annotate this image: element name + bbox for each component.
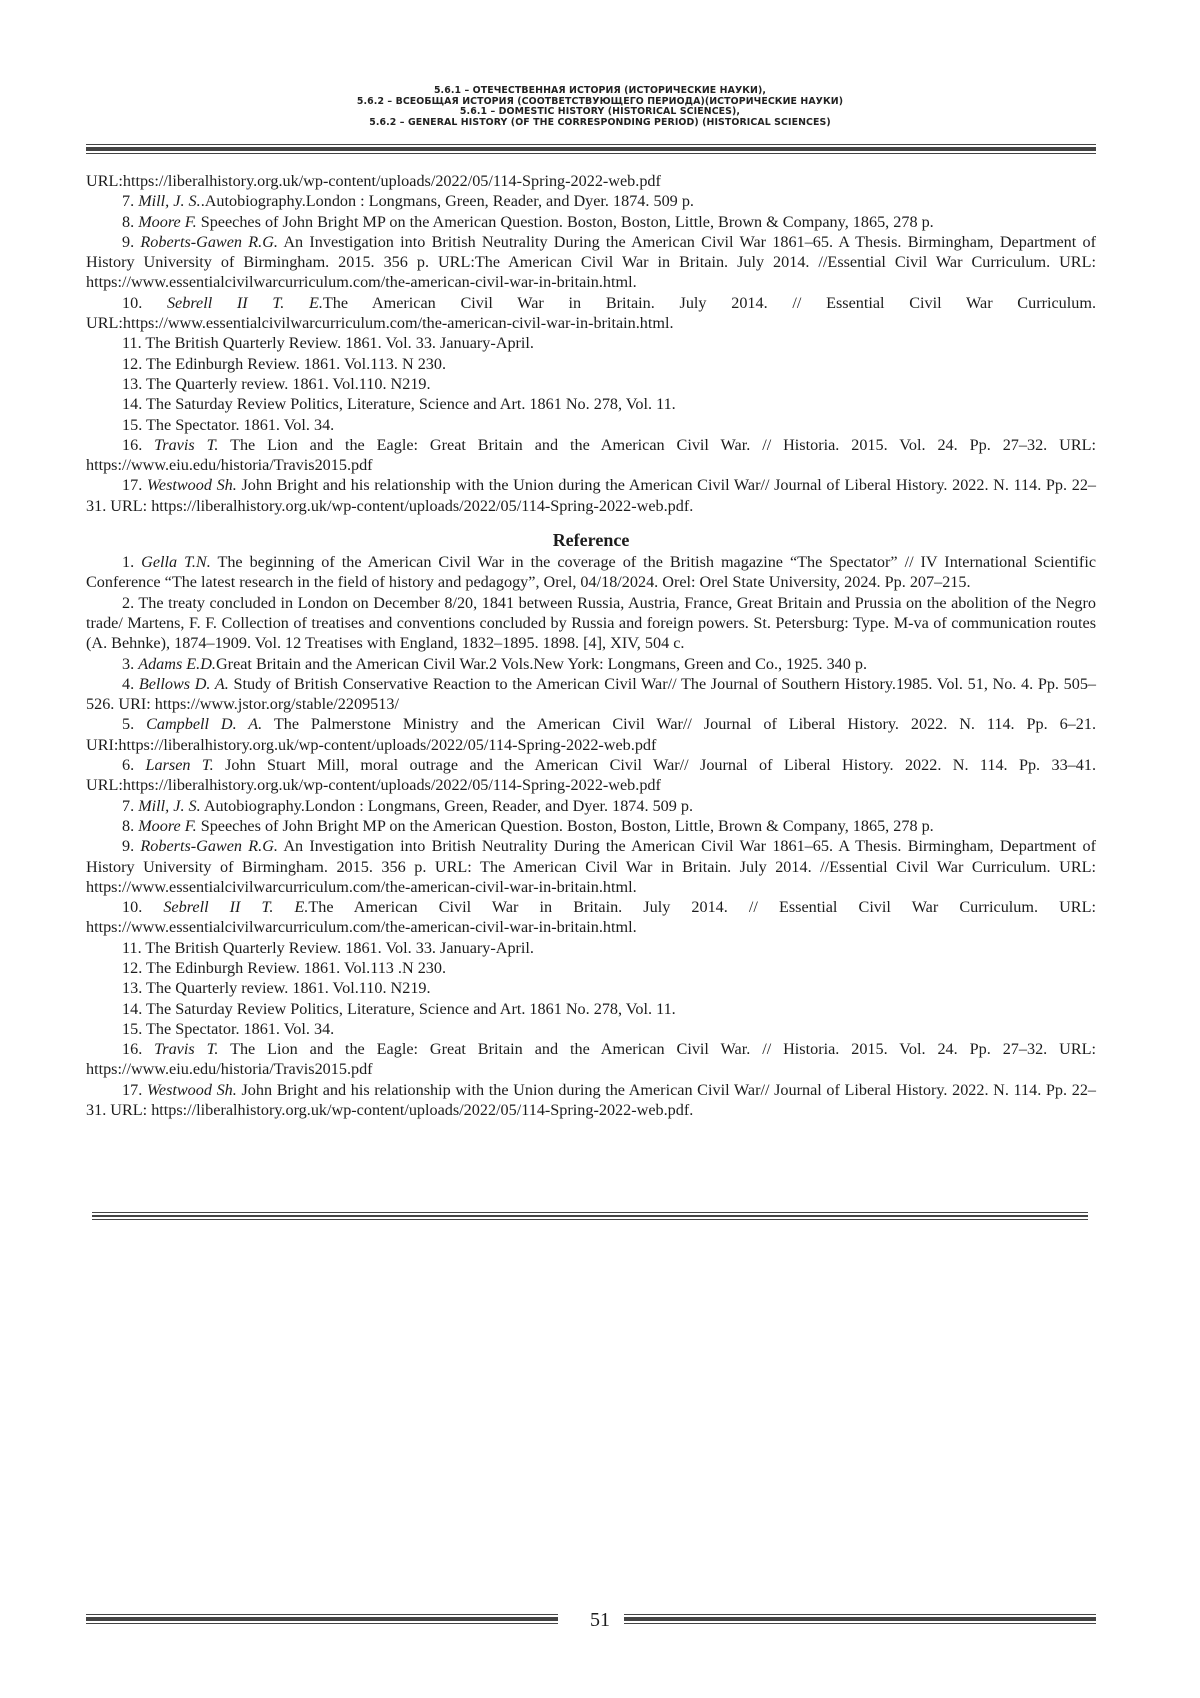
author: Roberts-Gawen R.G.: [140, 837, 278, 856]
author: Westwood Sh.: [146, 476, 237, 495]
list-item: 9. Roberts-Gawen R.G. An Investigation into British Neutrality During the American Civil War 1861–65. A Thesis. Birmingham, Department of History University of Birmingham. 2015. 356 p. URL: The American Civil War in Britain. July 2014. //Essential Civil War Curriculum. URL: https://www.essentialcivilwarcurriculum.com/the-american-civil-war-in-britain.html.: [86, 837, 1097, 896]
list-item: 8. Moore F. Speeches of John Bright MP on the American Question. Boston, Boston, Little, Brown & Company, 1865, 278 p.: [122, 212, 934, 231]
list-item: 1. Gella T.N. The beginning of the American Civil War in the coverage of the British magazine “The Spectator” // IV International Scientific Conference “The latest research in the field of history and pedagogy”, Orel, 04/18/2024. Orel: Orel State University, 2024. Pp. 207–215.: [86, 553, 1097, 592]
header-line: 5.6.2 – GENERAL HISTORY (OF THE CORRESPONDING PERIOD) (HISTORICAL SCIENCES): [369, 116, 831, 128]
author: Mill, J. S.: [138, 796, 201, 815]
author: Westwood Sh.: [146, 1080, 237, 1099]
list-item: 11. The British Quarterly Review. 1861. Vol. 33. January-April.: [122, 334, 534, 353]
author: Roberts-Gawen R.G.: [140, 232, 278, 251]
author: Moore F.: [138, 212, 197, 231]
list-item: 10. Sebrell II T. E.The American Civil War in Britain. July 2014. // Essential Civil War Curriculum. URL: https://www.essentialcivilwarcurriculum.com/the-american-civil-war-in-britain.html.: [86, 898, 1096, 937]
list-item: 12. The Edinburgh Review. 1861. Vol.113 .N 230.: [122, 958, 447, 977]
author: Travis T.: [154, 1040, 219, 1059]
author: Larsen T.: [145, 756, 214, 775]
body-text: [86, 171, 1096, 1120]
list-item: 15. The Spectator. 1861. Vol. 34.: [122, 1019, 335, 1038]
section-end-rule: [92, 1212, 1088, 1220]
footer-rule-right: [624, 1614, 1096, 1624]
author: Adams E.D.: [138, 654, 216, 673]
author: Campbell D. A.: [146, 715, 263, 734]
header-rule: [86, 144, 1096, 154]
list-item: 16. Travis T. The Lion and the Eagle: Great Britain and the American Civil War. // Historia. 2015. Vol. 24. Pp. 27–32. URL: https://www.eiu.edu/historia/Travis2015.pdf: [86, 1040, 1097, 1079]
author: Travis T.: [154, 435, 219, 454]
list-item: 2. The treaty concluded in London on December 8/20, 1841 between Russia, Austria, France, Great Britain and Prussia on the abolition of the Negro trade/ Martens, F. F. Collection of treatises and conventions concluded by Russia and foreign powers. St. Petersburg: Type. M-va of communication routes (A. Behnke), 1874–1909. Vol. 12 Treatises with England, 1832–1895. 1898. [4], XIV, 504 c.: [86, 593, 1096, 653]
list-item: 7. Mill, J. S..Autobiography.London : Longmans, Green, Reader, and Dyer. 1874. 509 p.: [122, 192, 694, 211]
header-line: 5.6.2 – ВСЕОБЩАЯ ИСТОРИЯ (СООТВЕТСТВУЮЩЕГО ПЕРИОДА)(ИСТОРИЧЕСКИЕ НАУКИ): [356, 95, 844, 107]
author: Sebrell II T. E.: [163, 898, 309, 917]
list-item: 17. Westwood Sh. John Bright and his relationship with the Union during the American Civil War// Journal of Liberal History. 2022. N. 114. Pp. 22–31. URL: https://liberalhistory.org.uk/wp-content/uploads/2022/05/114-Spring-2022-web.pdf.: [86, 1080, 1097, 1120]
header-line: 5.6.1 – DOMESTIC HISTORY (HISTORICAL SCIENCES),: [459, 106, 741, 118]
list-item: 6. Larsen T. John Stuart Mill, moral outrage and the American Civil War// Journal of Liberal History. 2022. N. 114. Pp. 33–41. URL:https://liberalhistory.org.uk/wp-content/uploads/2022/05/114-Spring-2022-web.pdf: [86, 756, 1096, 795]
list-item: 3. Adams E.D.Great Britain and the American Civil War.2 Vols.New York: Longmans, Green and Co., 1925. 340 p.: [122, 654, 868, 673]
author: Mill, J. S.: [138, 192, 201, 211]
list-item: 14. The Saturday Review Politics, Literature, Science and Art. 1861 No. 278, Vol. 11.: [122, 395, 676, 414]
list-item: 14. The Saturday Review Politics, Literature, Science and Art. 1861 No. 278, Vol. 11.: [122, 999, 676, 1018]
list-item: 17. Westwood Sh. John Bright and his relationship with the Union during the American Civil War// Journal of Liberal History. 2022. N. 114. Pp. 22–31. URL: https://liberalhistory.org.uk/wp-content/uploads/2022/05/114-Spring-2022-web.pdf.: [86, 476, 1097, 515]
list-item: 8. Moore F. Speeches of John Bright MP on the American Question. Boston, Boston, Little, Brown & Company, 1865, 278 p.: [122, 816, 934, 835]
author: Bellows D. A.: [138, 674, 229, 693]
list-item: 10. Sebrell II T. E.The American Civil War in Britain. July 2014. // Essential Civil War Curriculum. URL:https://www.essentialcivilwarcurriculum.com/the-american-civil-war-in-britain.html.: [86, 293, 1096, 333]
list-item: 4. Bellows D. A. Study of British Conservative Reaction to the American Civil War// The Journal of Southern History.1985. Vol. 51, No. 4. Pp. 505–526. URI: https://www.jstor.org/stable/2209513/: [86, 674, 1097, 714]
page-number: 51: [590, 1609, 610, 1631]
list-item: 13. The Quarterly review. 1861. Vol.110. N219.: [122, 979, 431, 998]
list-item: 13. The Quarterly review. 1861. Vol.110. N219.: [122, 374, 431, 393]
author: Sebrell II T. E.: [166, 293, 323, 312]
list-item: 16. Travis T. The Lion and the Eagle: Great Britain and the American Civil War. // Historia. 2015. Vol. 24. Pp. 27–32. URL: https://www.eiu.edu/historia/Travis2015.pdf: [86, 435, 1097, 475]
list-item: 7. Mill, J. S. Autobiography.London : Longmans, Green, Reader, and Dyer. 1874. 509 p.: [122, 796, 694, 815]
list-item: 5. Campbell D. A. The Palmerstone Ministry and the American Civil War// Journal of Liberal History. 2022. N. 114. Pp. 6–21. URI:https://liberalhistory.org.uk/wp-content/uploads/2022/05/114-Spring-2022-web.pdf: [86, 715, 1096, 754]
list-item: 12. The Edinburgh Review. 1861. Vol.113. N 230.: [122, 354, 447, 373]
reference-heading: Reference: [552, 530, 630, 551]
list-item: URL:https://liberalhistory.org.uk/wp-content/uploads/2022/05/114-Spring-2022-web.pdf: [86, 172, 661, 190]
author: Moore F.: [138, 816, 197, 835]
list-item: 15. The Spectator. 1861. Vol. 34.: [122, 415, 335, 434]
list-item: 11. The British Quarterly Review. 1861. Vol. 33. January-April.: [122, 938, 534, 957]
running-header: [0, 86, 1200, 128]
header-line: 5.6.1 – ОТЕЧЕСТВЕННАЯ ИСТОРИЯ (ИСТОРИЧЕСКИЕ НАУКИ),: [433, 85, 767, 96]
author: Gella T.N.: [141, 553, 211, 572]
list-item: 9. Roberts-Gawen R.G. An Investigation into British Neutrality During the American Civil War 1861–65. A Thesis. Birmingham, Department of History University of Birmingham. 2015. 356 p. URL:The American Civil War in Britain. July 2014. //Essential Civil War Curriculum. URL: https://www.essentialcivilwarcurriculum.com/the-american-civil-war-in-britain.html.: [86, 232, 1097, 292]
